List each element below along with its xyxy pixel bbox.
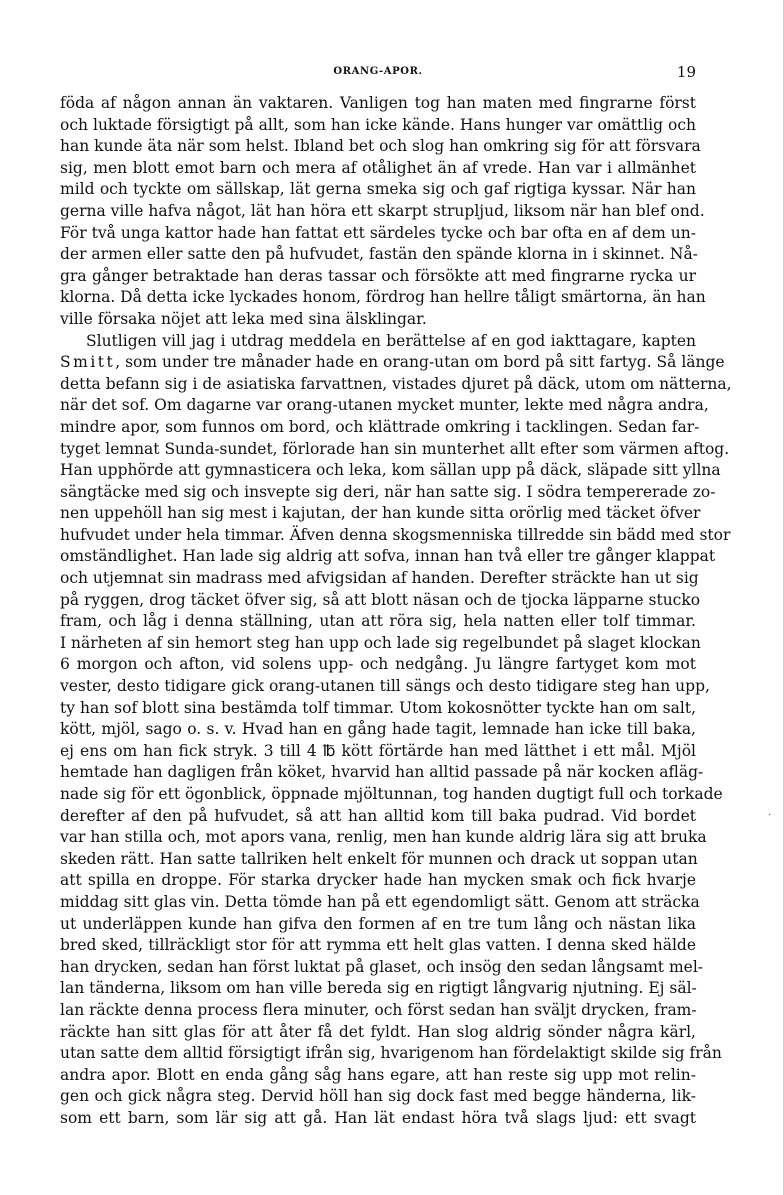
text-line: I närheten af sin hemort steg han upp och lade sig regelbundet på slaget klockan — [60, 633, 701, 652]
text-line: ville försaka nöjet att leka med sina älsklingar. — [60, 309, 427, 328]
text-line: han drycken, sedan han först luktat på glaset, och insög den sedan långsamt mel- — [60, 957, 704, 976]
text-line: när det sof. Om dagarne var orang-utanen mycket munter, lekte med några andra, — [60, 396, 709, 415]
text-line: detta befann sig i de asiatiska farvattnen, vistades djuret på däck, utom om nätterna, — [60, 374, 732, 393]
text-line: bred sked, tillräckligt stor för att rymma ett helt glas vatten. I denna sked hälde — [60, 936, 696, 955]
text-line: och luktade försigtigt på allt, som han icke kände. Hans hunger var omättlig och — [60, 115, 696, 134]
page-number: 19 — [676, 63, 696, 81]
text-line: Slutligen vill jag i utdrag meddela en berättelse af en god iakttagare, kapten — [86, 331, 696, 350]
text-line: utan satte dem alltid försigtigt ifrån sig, hvarigenom han fördelaktigt skilde sig från — [60, 1044, 722, 1063]
text-line: gerna ville hafva något, lät han höra ett skarpt strupljud, liksom när han blef ond. — [60, 201, 705, 220]
text-line: lan räckte denna process flera minuter, och först sedan han sväljt drycken, fram- — [60, 1000, 697, 1019]
running-head — [60, 63, 696, 86]
text-line: ty han sof blott sina bestämda tolf timmar. Utom kokosnötter tyckte han om salt, — [60, 698, 696, 717]
text-line: hufvudet under hela timmar. Äfven denna skogsmenniska tillredde sin bädd med stor — [60, 525, 731, 544]
captain-name: Smitt — [60, 353, 116, 372]
text-line — [60, 352, 725, 374]
paragraph-2 — [60, 331, 732, 1130]
running-title: ORANG-APOR. — [333, 66, 423, 77]
text-line: som ett barn, som lär sig att gå. Han lät endast höra två slags ljud: ett svagt — [60, 1108, 696, 1127]
margin-mark: · — [768, 810, 772, 821]
text-line: vester, desto tidigare gick orang-utanen till sängs och desto tidigare steg han upp, — [60, 677, 710, 696]
text-line: att spilla en droppe. För starka drycker hade han mycken smak och fick hvarje — [60, 871, 696, 890]
text-line: var han stilla och, mot apors vana, renlig, men han kunde aldrig lära sig att bruka — [60, 828, 707, 847]
text-line: hemtade han dagligen från köket, hvarvid han alltid passade på när kocken afläg- — [60, 763, 704, 782]
body-text — [60, 93, 732, 1130]
text-line: sängtäcke med sig och insvepte sig deri, när han satte sig. I södra tempererade zo- — [60, 482, 716, 501]
text-line: middag sitt glas vin. Detta tömde han på ett egendomligt sätt. Genom att sträcka — [60, 892, 700, 911]
text-line-rest: , som under tre månader hade en orang-utan om bord på sitt fartyg. Så länge — [115, 353, 725, 372]
text-line: gra gånger betraktade han deras tassar och försökte att med fingrarne rycka ur — [60, 266, 696, 285]
text-line: tyget lemnat Sunda-sundet, förlorade han sin munterhet allt efter som värmen aftog. — [60, 439, 730, 458]
text-line: mild och tyckte om sällskap, lät gerna smeka sig och gaf rigtiga kyssar. När han — [60, 180, 696, 199]
text-line: sig, men blott emot barn och mera af otålighet än af vrede. Han var i allmänhet — [60, 158, 696, 177]
text-line: räckte han sitt glas för att åter få det fyldt. Han slog aldrig sönder några kärl, — [60, 1022, 696, 1041]
text-line: skeden rätt. Han satte tallriken helt enkelt för munnen och drack ut soppan utan — [60, 849, 698, 868]
text-line: kött, mjöl, sago o. s. v. Hvad han en gång hade tagit, lemnade han icke till baka, — [60, 720, 696, 739]
text-line: nen uppehöll han sig mest i kajutan, der han kunde sitta orörlig med täcket öfver — [60, 504, 701, 523]
text-line: klorna. Då detta icke lyckades honom, fördrog han hellre tåligt smärtorna, än han — [60, 288, 706, 307]
text-line: ut underläppen kunde han gifva den formen af en tre tum lång och nästan lika — [60, 914, 696, 933]
text-line: gen och gick några steg. Dervid höll han sig dock fast med begge händerna, lik- — [60, 1087, 696, 1106]
text-line: lan tänderna, liksom om han ville bereda sig en rigtigt långvarig njutning. Ej säl- — [60, 979, 697, 998]
text-line: föda af någon annan än vaktaren. Vanligen tog han maten med fingrarne först — [60, 94, 696, 112]
text-line: Han upphörde att gymnasticera och leka, kom sällan upp på däck, släpade sitt yllna — [60, 461, 721, 480]
text-line: För två unga kattor hade han fattat ett särdeles tycke och bar ofta en af dem un- — [60, 223, 696, 242]
text-line: ej ens om han fick stryk. 3 till 4 ℔ kött förtärde han med lätthet i ett mål. Mjöl — [60, 741, 696, 760]
text-line: fram, och låg i denna ställning, utan att röra sig, hela natten eller tolf timmar. — [60, 612, 696, 631]
text-line: omständlighet. Han lade sig aldrig att sofva, innan han två eller tre gånger klappat — [60, 547, 716, 566]
text-line: 6 morgon och afton, vid solens upp- och nedgång. Ju längre fartyget kom mot — [60, 655, 696, 674]
text-line: andra apor. Blott en enda gång såg hans egare, att han reste sig upp mot relin- — [60, 1065, 696, 1084]
paragraph-1 — [60, 93, 706, 331]
text-line: mindre apor, som funnos om bord, och klättrade omkring i tacklingen. Sedan far- — [60, 417, 700, 436]
text-line: och utjemnat sin madrass med afvigsidan af handen. Derefter sträckte han ut sig — [60, 569, 699, 588]
text-line: der armen eller satte den på hufvudet, fastän den spände klorna in i skinnet. Nå- — [60, 245, 698, 264]
text-line: på ryggen, drog täcket öfver sig, så att blott näsan och de tjocka läpparne stucko — [60, 590, 701, 609]
text-line: han kunde äta när som helst. Ibland bet och slog han omkring sig för att försvara — [60, 137, 701, 156]
text-line: derefter af den på hufvudet, så att han alltid kom till baka pudrad. Vid bordet — [60, 806, 696, 825]
text-line: nade sig för ett ögonblick, öppnade mjöltunnan, tog handen dugtigt full och torkade — [60, 785, 723, 803]
